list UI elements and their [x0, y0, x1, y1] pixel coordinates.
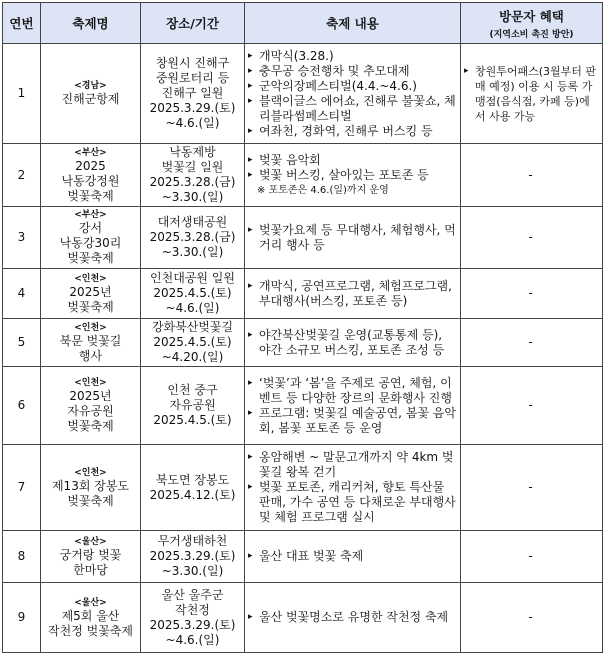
header-place: 장소/기간 [141, 3, 245, 44]
visitor-benefit-cell [461, 144, 603, 207]
place-period-cell [141, 319, 245, 367]
place-period-line: 작천정 [175, 602, 210, 617]
place-period-line: ~3.30.(일) [161, 245, 224, 259]
benefit-none: - [528, 230, 533, 244]
content-item: ▸ 울산 대표 벚꽃 축제 [247, 549, 456, 564]
place-period-line: 인천대공원 일원 [150, 271, 235, 285]
place-period-line: ~3.30.(일) [161, 190, 224, 204]
table-row [3, 319, 603, 367]
place-period-line: 2025.4.5.(토) [153, 286, 232, 300]
region-label: <울산> [74, 536, 107, 547]
region-label: <인천> [74, 378, 107, 388]
place-period-line: 벚꽃길 일원 [161, 160, 224, 174]
benefit-list [463, 64, 598, 124]
place-period-cell [141, 583, 245, 653]
festival-name-line: 작천정 벚꽃축제 [48, 623, 133, 638]
place-period-line: 진해구 일원 [161, 86, 224, 100]
region-label: <인천> [74, 273, 107, 284]
content-list [247, 376, 456, 436]
place-period-line: ~3.30.(일) [161, 564, 224, 578]
place-period-cell [141, 367, 245, 445]
place-period-cell [141, 144, 245, 207]
table-row [3, 367, 603, 445]
content-list [247, 610, 456, 625]
place-period-line: ~4.6.(일) [165, 116, 220, 130]
row-number: 6 [3, 367, 41, 445]
festival-name-line: 진해군항제 [61, 92, 120, 106]
content-item: ▸ 블랙이글스 에어쇼, 진해루 불꽃쇼, 체리블라썸페스티벌 [247, 94, 456, 124]
festival-content-cell [245, 44, 461, 144]
festival-content-cell [245, 583, 461, 653]
festival-name-line: 제5회 울산 [61, 608, 120, 623]
festival-name-line: 강서 [78, 221, 103, 235]
visitor-benefit-cell [461, 207, 603, 269]
benefit-none: - [528, 398, 533, 412]
content-note: ※ 포토존은 4.6.(일)까지 운영 [257, 184, 389, 196]
visitor-benefit-cell [461, 44, 603, 144]
table-row [3, 531, 603, 583]
place-period-line: 2025.4.5.(토) [153, 335, 232, 349]
festival-content-cell [245, 269, 461, 319]
place-period-line: 2025.3.29.(토) [149, 549, 236, 563]
visitor-benefit-cell [461, 583, 603, 653]
place-period-line: 낙동제방 [169, 145, 216, 159]
place-period-line: ~4.20.(일) [161, 350, 224, 364]
festival-name-cell [41, 44, 141, 144]
benefit-none: - [528, 167, 533, 182]
benefit-item: ▸ 창원투어패스(3월부터 판매 예정) 이용 시 등록 가맹점(음식점, 카페 등)에서 사용 가능 [463, 64, 598, 124]
content-item: ▸ 야간북산벚꽃길 운영(교통통제 등), 야간 소규모 버스킹, 포토존 조성 등 [247, 328, 456, 358]
festival-name-line: 2025 [75, 158, 106, 173]
benefit-none: - [528, 286, 533, 300]
content-list [247, 328, 456, 358]
content-item: ▸ 옹암해변 ~ 말문고개까지 약 4km 벚꽃길 왕복 걷기 [247, 450, 456, 480]
place-period-line: 중원로터리 등 [155, 71, 230, 85]
festival-name-line: 제13회 장봉도 [51, 478, 130, 493]
place-period-line: ~4.6.(일) [165, 632, 220, 647]
benefit-none: - [528, 480, 533, 494]
festival-name-line: 자유공원 [67, 404, 114, 418]
festival-name-cell [41, 207, 141, 269]
visitor-benefit-cell [461, 269, 603, 319]
festival-name-cell [41, 445, 141, 531]
table-row [3, 144, 603, 207]
place-period-cell [141, 269, 245, 319]
row-number: 9 [3, 583, 41, 653]
row-number: 7 [3, 445, 41, 531]
place-period-line: 울산 울주군 [161, 587, 224, 602]
region-label: <경남> [74, 81, 107, 91]
visitor-benefit-cell [461, 367, 603, 445]
content-item: ▸ 군악의장페스티벌(4.4.~4.6.) [247, 79, 456, 94]
place-period-line: 북도면 장봉도 [155, 472, 230, 487]
festival-name-line: 궁거랑 벚꽃 [59, 547, 122, 562]
place-period-line: 2025.4.12.(토) [149, 487, 236, 502]
festival-content-cell [245, 144, 461, 207]
place-period-line: 자유공원 [169, 398, 216, 412]
table-row [3, 269, 603, 319]
content-item: ▸ 개막식, 공연프로그램, 체험프로그램, 부대행사(버스킹, 포토존 등) [247, 279, 456, 309]
content-list [247, 279, 456, 309]
place-period-line: 강화북산벚꽃길 [151, 320, 234, 334]
festival-content-cell [245, 367, 461, 445]
place-period-line: 인천 중구 [167, 383, 218, 397]
content-list [247, 450, 456, 525]
content-list [247, 223, 456, 253]
row-number: 5 [3, 319, 41, 367]
festival-name-line: 벚꽃축제 [67, 188, 114, 203]
header-content: 축제 내용 [245, 3, 461, 44]
festival-name-cell [41, 367, 141, 445]
festival-name-line: 행사 [78, 348, 103, 363]
header-benefit-sub: (지역소비 촉진 방안) [489, 29, 574, 40]
place-period-cell [141, 445, 245, 531]
place-period-line: 2025.3.29.(토) [149, 617, 236, 632]
festival-content-cell [245, 207, 461, 269]
place-period-cell [141, 44, 245, 144]
festival-name-line: 2025년 [69, 389, 112, 403]
festival-name-cell [41, 269, 141, 319]
festival-content-cell [245, 445, 461, 531]
content-list [247, 49, 456, 139]
festival-name-line: 벚꽃축제 [67, 299, 114, 314]
row-number: 8 [3, 531, 41, 583]
header-benefit-title: 방문자 혜택 [499, 8, 564, 24]
festival-name-cell [41, 531, 141, 583]
header-name: 축제명 [41, 3, 141, 44]
content-item: ▸ 벚꽃 포토존, 캐리커쳐, 향토 특산물 판매, 가수 공연 등 다채로운 부대행사 및 체험 프로그램 실시 [247, 480, 456, 525]
table-row [3, 207, 603, 269]
festival-name-line: 북문 벚꽃길 [59, 333, 122, 348]
region-label: <울산> [74, 597, 107, 608]
content-item: ▸ 벚꽃 버스킹, 살아있는 포토존 등 [247, 168, 456, 183]
place-period-line: 2025.3.28.(금) [149, 175, 236, 189]
table-row [3, 44, 603, 144]
place-period-line: 2025.4.5.(토) [153, 413, 232, 427]
row-number: 4 [3, 269, 41, 319]
place-period-line: 창원시 진해구 [155, 56, 230, 70]
festival-content-cell [245, 319, 461, 367]
festival-content-cell [245, 531, 461, 583]
place-period-line: 무거생태하천 [157, 534, 228, 548]
place-period-line: 대저생태공원 [157, 215, 228, 229]
table-header-row [3, 3, 603, 44]
header-no: 연번 [3, 3, 41, 44]
region-label: <부산> [74, 210, 107, 220]
benefit-none: - [528, 549, 533, 563]
festival-name-line: 한마당 [73, 562, 108, 577]
header-benefit [461, 3, 603, 44]
festival-name-cell [41, 144, 141, 207]
festival-name-line: 낙동강정원 [61, 173, 120, 188]
row-number: 1 [3, 44, 41, 144]
row-number: 2 [3, 144, 41, 207]
content-item: ▸ 울산 벚꽃명소로 유명한 작천정 축제 [247, 610, 456, 625]
benefit-none: - [528, 610, 533, 624]
festival-name-line: 벚꽃축제 [67, 493, 114, 508]
festival-name-line: 벚꽃축제 [67, 419, 114, 433]
visitor-benefit-cell [461, 531, 603, 583]
festival-name-line: 2025년 [69, 284, 112, 299]
region-label: <부산> [74, 147, 107, 158]
festival-name-line: 벚꽃축제 [67, 251, 114, 265]
visitor-benefit-cell [461, 445, 603, 531]
festival-name-cell [41, 319, 141, 367]
content-item: ▸ 벚꽃가요제 등 무대행사, 체험행사, 먹거리 행사 등 [247, 223, 456, 253]
content-item: ▸ 벚꽃 음악회 [247, 153, 456, 168]
place-period-cell [141, 531, 245, 583]
place-period-line: 2025.3.29.(토) [149, 101, 236, 115]
table-row [3, 445, 603, 531]
content-list [247, 549, 456, 564]
region-label: <인천> [74, 322, 107, 333]
content-item: ▸ 프로그램: 벚꽃길 예술공연, 봄꽃 음악회, 봄꽃 포토존 등 운영 [247, 406, 456, 436]
place-period-cell [141, 207, 245, 269]
content-list [247, 153, 456, 183]
content-item: ▸ 충무공 승전행차 및 추모대제 [247, 64, 456, 79]
festival-name-line: 낙동강30리 [59, 236, 122, 250]
festival-table [2, 2, 603, 653]
table-row [3, 583, 603, 653]
festival-name-cell [41, 583, 141, 653]
content-item: ▸ ‘벚꽃’과 ‘봄’을 주제로 공연, 체험, 이벤트 등 다양한 장르의 문화행사 진행 [247, 376, 456, 406]
content-item: ▸ 여좌천, 경화역, 진해루 버스킹 등 [247, 124, 456, 139]
place-period-line: ~4.6.(일) [165, 301, 220, 315]
place-period-line: 2025.3.28.(금) [149, 230, 236, 244]
benefit-none: - [528, 335, 533, 349]
visitor-benefit-cell [461, 319, 603, 367]
row-number: 3 [3, 207, 41, 269]
region-label: <인천> [74, 467, 107, 478]
content-item: ▸ 개막식(3.28.) [247, 49, 456, 64]
